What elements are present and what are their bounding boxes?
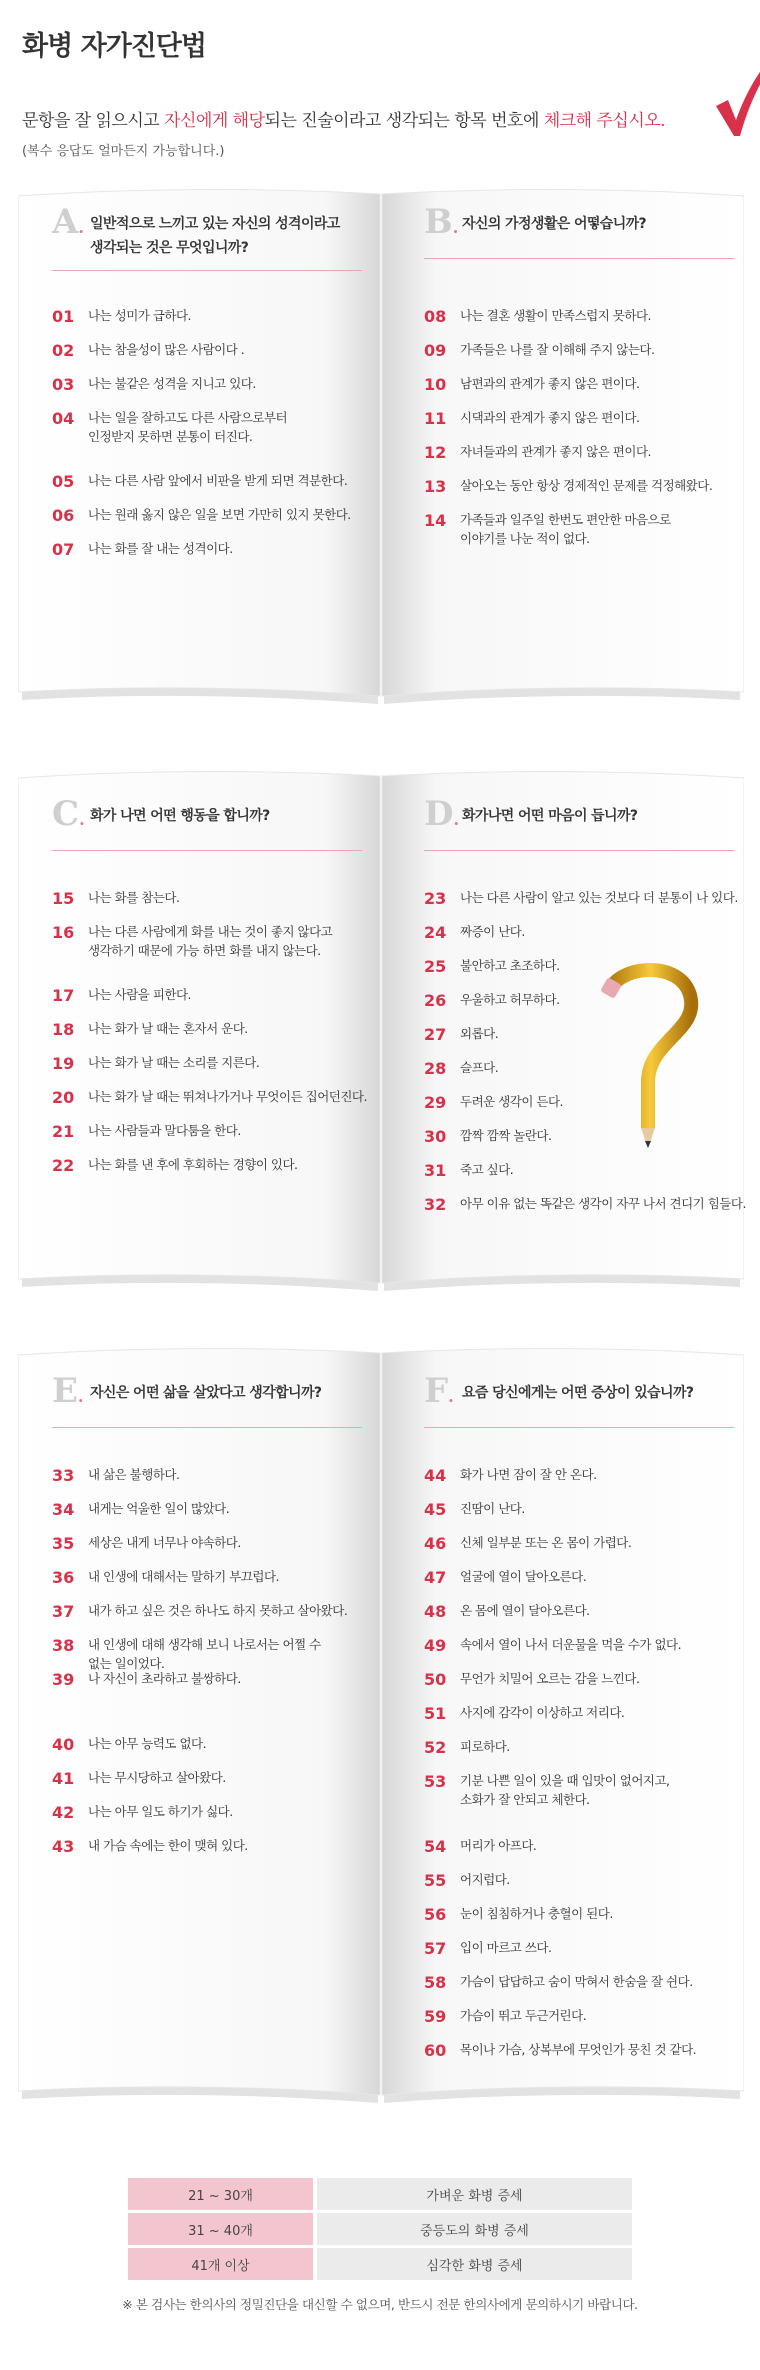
checklist-item[interactable] — [52, 1669, 241, 1690]
item-text — [88, 1053, 259, 1072]
item-number: 30 — [424, 1127, 447, 1146]
item-text — [460, 374, 639, 393]
item-text — [88, 1836, 248, 1855]
checklist-item[interactable] — [424, 1737, 510, 1758]
item-number: 52 — [424, 1738, 447, 1757]
page-title: 화병 자가진단법 — [22, 31, 206, 62]
item-number: 51 — [424, 1704, 447, 1723]
item-text-line: 불안하고 초조하다. — [460, 958, 560, 973]
item-text — [460, 476, 712, 495]
checklist-item[interactable] — [52, 1465, 179, 1486]
item-text-line: 내 가슴 속에는 한이 맺혀 있다. — [88, 1838, 248, 1853]
checklist-item[interactable] — [52, 471, 347, 492]
section-letter: E. — [52, 1371, 84, 1411]
item-number: 07 — [52, 540, 75, 559]
item-text — [460, 1092, 563, 1111]
checklist-item[interactable] — [52, 1567, 279, 1588]
item-text — [88, 408, 287, 446]
item-text-line: 가족들과 일주일 한번도 편안한 마음으로 — [460, 512, 671, 527]
item-number: 38 — [52, 1636, 75, 1655]
item-text — [460, 1836, 536, 1855]
item-number: 58 — [424, 1973, 447, 1992]
item-text — [88, 922, 332, 960]
section-question: 자신은 어떤 삶을 살았다고 생각합니까? — [90, 1385, 322, 1401]
checklist-item[interactable] — [424, 1703, 624, 1724]
item-number: 35 — [52, 1534, 75, 1553]
item-text — [460, 2040, 696, 2059]
item-number: 23 — [424, 889, 447, 908]
item-text — [88, 985, 191, 1004]
item-text — [460, 1737, 510, 1756]
item-text-line: 내가 하고 싶은 것은 하나도 하지 못하고 살아왔다. — [88, 1603, 348, 1618]
item-text-line: 머리가 아프다. — [460, 1838, 537, 1853]
item-text-line: 나는 화가 날 때는 소리를 지른다. — [88, 1055, 260, 1070]
item-text — [88, 1121, 241, 1140]
item-text-line: 나는 화를 낸 후에 후회하는 경향이 있다. — [88, 1157, 298, 1172]
section-letter-text: C — [52, 794, 80, 834]
item-text — [460, 1669, 639, 1688]
checklist-item[interactable] — [424, 956, 560, 977]
item-number: 20 — [52, 1088, 75, 1107]
checklist-item[interactable] — [52, 505, 351, 526]
legend-row — [128, 2248, 632, 2280]
item-text — [460, 306, 651, 325]
item-text-line: 나는 아무 능력도 없다. — [88, 1736, 207, 1751]
checklist-item[interactable] — [424, 2006, 586, 2027]
checklist-item[interactable] — [424, 1194, 746, 1215]
checklist-item[interactable] — [52, 1087, 367, 1108]
item-number: 39 — [52, 1670, 75, 1689]
item-number: 12 — [424, 443, 447, 462]
item-text-line: 나는 다른 사람에게 화를 내는 것이 좋지 않다고 — [88, 924, 333, 939]
item-text — [88, 1601, 347, 1620]
checklist-item[interactable] — [52, 539, 233, 560]
checklist-item[interactable] — [52, 1499, 229, 1520]
item-text — [88, 374, 256, 393]
item-number: 34 — [52, 1500, 75, 1519]
item-text — [88, 1734, 206, 1753]
item-number: 46 — [424, 1534, 447, 1553]
checklist-item[interactable] — [52, 1635, 321, 1673]
item-number: 17 — [52, 986, 75, 1005]
checkmark-icon — [712, 48, 760, 138]
item-number: 04 — [52, 409, 75, 428]
section-divider — [424, 850, 734, 851]
item-text-line: 나 자신이 초라하고 불쌍하다. — [88, 1671, 241, 1686]
item-text — [88, 1802, 233, 1821]
instruction-text — [22, 106, 665, 131]
checklist-item[interactable] — [424, 1601, 590, 1622]
checklist-item[interactable] — [52, 1121, 241, 1142]
item-text-line: 짜증이 난다. — [460, 924, 525, 939]
item-number: 60 — [424, 2041, 447, 2060]
item-number: 59 — [424, 2007, 447, 2026]
item-text — [460, 1904, 613, 1923]
section-letter-text: A — [52, 202, 79, 242]
question-mark-pencil-icon — [590, 960, 710, 1150]
item-text-line: 속에서 열이 나서 더운물을 먹을 수가 없다. — [460, 1637, 682, 1652]
checklist-item[interactable] — [52, 985, 191, 1006]
item-text-line: 시댁과의 관계가 좋지 않은 편이다. — [460, 410, 640, 425]
item-number: 31 — [424, 1161, 447, 1180]
checklist-item[interactable] — [52, 408, 287, 446]
item-text — [460, 408, 639, 427]
checklist-item[interactable] — [424, 922, 525, 943]
item-text — [88, 306, 191, 325]
item-text-line: 내 삶은 불행하다. — [88, 1467, 180, 1482]
item-text-line: 내 인생에 대해서는 말하기 부끄럽다. — [88, 1569, 279, 1584]
item-text — [460, 1024, 498, 1043]
checklist-item[interactable] — [52, 1019, 248, 1040]
section-divider — [52, 1427, 362, 1428]
item-text — [88, 539, 233, 558]
item-text — [88, 1567, 279, 1586]
item-text — [88, 1533, 241, 1552]
disclaimer: ※ 본 검사는 한의사의 정밀진단을 대신할 수 없으며, 반드시 전문 한의사에게 문의하시기 바랍니다. — [122, 2297, 638, 2312]
section-letter: A. — [52, 202, 84, 242]
checklist-item[interactable] — [424, 1938, 551, 1959]
legend-range: 31 ~ 40개 — [128, 2213, 313, 2245]
item-number: 48 — [424, 1602, 447, 1621]
section-divider — [424, 1427, 734, 1428]
legend-description: 심각한 화병 증세 — [317, 2248, 632, 2280]
item-number: 11 — [424, 409, 447, 428]
item-text-line: 나는 성미가 급하다. — [88, 308, 192, 323]
checklist-item[interactable] — [424, 476, 712, 497]
item-text-line: 죽고 싶다. — [460, 1162, 514, 1177]
item-text-line: 나는 화를 참는다. — [88, 890, 180, 905]
item-text — [88, 1768, 226, 1787]
section-question: 화가 나면 어떤 행동을 합니까? — [90, 808, 270, 824]
item-text — [460, 1465, 597, 1484]
legend-range: 41개 이상 — [128, 2248, 313, 2280]
item-text-line: 이야기를 나눈 적이 없다. — [460, 531, 590, 546]
item-text-line: 가슴이 뛰고 두근거린다. — [460, 2008, 587, 2023]
book-spread — [18, 1347, 744, 2107]
item-text — [460, 1567, 586, 1586]
item-number: 29 — [424, 1093, 447, 1112]
checklist-item[interactable] — [424, 1904, 613, 1925]
section-letter: F. — [424, 1371, 454, 1411]
item-text-line: 나는 참을성이 많은 사람이다 . — [88, 342, 245, 357]
checklist-item[interactable] — [424, 1972, 693, 1993]
section-letter-text: D — [424, 794, 454, 834]
item-number: 01 — [52, 307, 75, 326]
item-text-line: 우울하고 허무하다. — [460, 992, 560, 1007]
item-text-line: 살아오는 동안 항상 경제적인 문제를 걱정해왔다. — [460, 478, 713, 493]
checklist-item[interactable] — [424, 1058, 498, 1079]
checklist-item[interactable] — [424, 1669, 639, 1690]
item-number: 19 — [52, 1054, 75, 1073]
item-number: 36 — [52, 1568, 75, 1587]
item-number: 33 — [52, 1466, 75, 1485]
item-text-line: 나는 사람을 피한다. — [88, 987, 192, 1002]
checklist-item[interactable] — [424, 510, 671, 548]
section-divider — [52, 850, 362, 851]
item-text-line: 입이 마르고 쓰다. — [460, 1940, 552, 1955]
item-text-line: 슬프다. — [460, 1060, 499, 1075]
item-number: 10 — [424, 375, 447, 394]
checklist-item[interactable] — [52, 1768, 226, 1789]
item-text-line: 기분 나쁜 일이 있을 때 입맛이 없어지고, — [460, 1773, 670, 1788]
item-number: 50 — [424, 1670, 447, 1689]
checklist-item[interactable] — [52, 1533, 241, 1554]
item-number: 28 — [424, 1059, 447, 1078]
item-text-line: 나는 화를 잘 내는 성격이다. — [88, 541, 233, 556]
item-number: 09 — [424, 341, 447, 360]
section-question: 자신의 가정생활은 어떻습니까? — [462, 216, 647, 232]
checklist-item[interactable] — [52, 888, 179, 909]
checklist-item[interactable] — [424, 1126, 551, 1147]
item-text — [88, 1087, 367, 1106]
item-text-line: 나는 사람들과 말다툼을 한다. — [88, 1123, 241, 1138]
instruction-part-3: 되는 진술이라고 생각되는 항목 번호에 — [264, 111, 544, 131]
item-number: 54 — [424, 1837, 447, 1856]
item-number: 26 — [424, 991, 447, 1010]
item-text-line: 나는 불같은 성격을 지니고 있다. — [88, 376, 256, 391]
item-number: 44 — [424, 1466, 447, 1485]
item-number: 03 — [52, 375, 75, 394]
item-text-line: 나는 결혼 생활이 만족스럽지 못하다. — [460, 308, 651, 323]
checklist-item[interactable] — [424, 1771, 670, 1809]
item-text — [460, 510, 671, 548]
item-text-line: 가슴이 답답하고 숨이 막혀서 한숨을 잘 쉰다. — [460, 1974, 693, 1989]
item-text-line: 자녀들과의 관계가 좋지 않은 편이다. — [460, 444, 651, 459]
item-text — [460, 1771, 670, 1809]
instruction-note: (복수 응답도 얼마든지 가능합니다.) — [22, 144, 225, 159]
item-text-line: 아무 이유 없는 똑같은 생각이 자꾸 나서 견디기 힘들다. — [460, 1196, 746, 1211]
checklist-item[interactable] — [424, 1499, 525, 1520]
item-text-line: 나는 아무 일도 하기가 싫다. — [88, 1804, 233, 1819]
section-question: 일반적으로 느끼고 있는 자신의 성격이라고 — [90, 216, 340, 232]
section-question: 요즘 당신에게는 어떤 증상이 있습니까? — [462, 1385, 694, 1401]
item-text — [460, 1533, 631, 1552]
item-text — [88, 1499, 229, 1518]
item-text-line: 목이나 가슴, 상복부에 무엇인가 뭉친 것 같다. — [460, 2042, 697, 2057]
item-text-line: 가족들은 나를 잘 이해해 주지 않는다. — [460, 342, 655, 357]
item-number: 06 — [52, 506, 75, 525]
item-text-line: 나는 일을 잘하고도 다른 사람으로부터 — [88, 410, 288, 425]
section-divider — [52, 270, 362, 271]
section-letter: C. — [52, 794, 85, 834]
checklist-item[interactable] — [424, 1533, 631, 1554]
checklist-item[interactable] — [52, 1053, 259, 1074]
item-text-line: 나는 다른 사람이 알고 있는 것보다 더 분통이 나 있다. — [460, 890, 738, 905]
item-text-line: 인정받지 못하면 분통이 터진다. — [88, 429, 253, 444]
item-text — [460, 1160, 513, 1179]
checklist-item[interactable] — [52, 1734, 206, 1755]
item-text — [460, 1499, 525, 1518]
item-text — [460, 1938, 551, 1957]
item-text-line: 없는 일이었다. — [88, 1656, 165, 1671]
item-number: 37 — [52, 1602, 75, 1621]
item-text — [88, 1635, 321, 1673]
checklist-item[interactable] — [52, 306, 191, 327]
item-number: 45 — [424, 1500, 447, 1519]
checklist-item[interactable] — [424, 408, 639, 429]
item-text-line: 나는 원래 옳지 않은 일을 보면 가만히 있지 못한다. — [88, 507, 351, 522]
item-number: 02 — [52, 341, 75, 360]
item-text — [460, 1601, 590, 1620]
item-number: 22 — [52, 1156, 75, 1175]
item-text — [460, 956, 560, 975]
item-text — [460, 888, 738, 907]
checklist-item[interactable] — [424, 306, 651, 327]
legend-row — [128, 2213, 632, 2245]
item-number: 41 — [52, 1769, 75, 1788]
checklist-item[interactable] — [424, 990, 560, 1011]
item-number: 16 — [52, 923, 75, 942]
item-text — [88, 505, 351, 524]
item-text-line: 신체 일부분 또는 온 몸이 가렵다. — [460, 1535, 632, 1550]
item-number: 49 — [424, 1636, 447, 1655]
item-text — [460, 1058, 498, 1077]
checklist-item[interactable] — [424, 1160, 513, 1181]
item-text — [88, 340, 244, 359]
item-text-line: 남편과의 관계가 좋지 않은 편이다. — [460, 376, 640, 391]
checklist-item[interactable] — [424, 1465, 597, 1486]
item-text — [88, 471, 347, 490]
item-text-line: 나는 화가 날 때는 혼자서 운다. — [88, 1021, 248, 1036]
instruction-highlight-2: 체크해 주십시오. — [543, 111, 666, 131]
item-text — [460, 1635, 681, 1654]
checklist-item[interactable] — [424, 1024, 498, 1045]
item-text — [460, 2006, 586, 2025]
item-number: 14 — [424, 511, 447, 530]
item-number: 15 — [52, 889, 75, 908]
item-text-line: 내 인생에 대해 생각해 보니 나로서는 어쩔 수 — [88, 1637, 321, 1652]
checklist-item[interactable] — [424, 2040, 696, 2061]
item-number: 13 — [424, 477, 447, 496]
section-letter: D. — [424, 794, 460, 834]
item-text — [88, 1669, 241, 1688]
item-text — [460, 1972, 693, 1991]
item-text — [460, 1194, 746, 1213]
item-number: 18 — [52, 1020, 75, 1039]
item-text-line: 화가 나면 잠이 잘 안 온다. — [460, 1467, 597, 1482]
item-text-line: 나는 무시당하고 살아왔다. — [88, 1770, 226, 1785]
section-question: 화가나면 어떤 마음이 듭니까? — [462, 808, 638, 824]
item-text-line: 온 몸에 열이 달아오른다. — [460, 1603, 590, 1618]
checklist-item[interactable] — [424, 442, 651, 463]
checklist-item[interactable] — [424, 374, 639, 395]
item-text — [88, 1465, 179, 1484]
item-number: 42 — [52, 1803, 75, 1822]
item-text-line: 사지에 감각이 이상하고 저리다. — [460, 1705, 625, 1720]
item-number: 57 — [424, 1939, 447, 1958]
item-number: 08 — [424, 307, 447, 326]
item-number: 55 — [424, 1871, 447, 1890]
checklist-item[interactable] — [52, 1802, 233, 1823]
item-text-line: 어지럽다. — [460, 1872, 510, 1887]
checklist-item[interactable] — [424, 1567, 586, 1588]
section-divider — [424, 258, 734, 259]
item-text — [460, 1126, 551, 1145]
header — [22, 14, 752, 164]
item-text-line: 나는 화가 날 때는 뛰쳐나가거나 무엇이든 집어던진다. — [88, 1089, 367, 1104]
checklist-item[interactable] — [52, 1836, 248, 1857]
item-text-line: 눈이 침침하거나 충혈이 된다. — [460, 1906, 613, 1921]
instruction-highlight-1: 자신에게 해당 — [164, 111, 265, 131]
item-number: 25 — [424, 957, 447, 976]
checklist-item[interactable] — [52, 340, 244, 361]
item-text-line: 진땀이 난다. — [460, 1501, 525, 1516]
section-letter-text: F — [424, 1371, 449, 1411]
checklist-item[interactable] — [424, 1870, 510, 1891]
item-number: 40 — [52, 1735, 75, 1754]
item-text-line: 소화가 잘 안되고 체한다. — [460, 1792, 590, 1807]
section-letter-text: E — [52, 1371, 78, 1411]
item-number: 05 — [52, 472, 75, 491]
legend-description: 중등도의 화병 증세 — [317, 2213, 632, 2245]
item-number: 43 — [52, 1837, 75, 1856]
item-text-line: 두려운 생각이 든다. — [460, 1094, 564, 1109]
item-text — [460, 922, 525, 941]
item-number: 21 — [52, 1122, 75, 1141]
section-letter-text: B — [424, 202, 453, 242]
item-text — [460, 340, 654, 359]
checklist-item[interactable] — [52, 922, 332, 960]
item-text-line: 무언가 치밀어 오르는 감을 느낀다. — [460, 1671, 640, 1686]
checklist-item[interactable] — [52, 374, 256, 395]
checklist-item[interactable] — [424, 1092, 563, 1113]
item-text — [88, 1019, 248, 1038]
checklist-item[interactable] — [424, 340, 654, 361]
item-text-line: 나는 다른 사람 앞에서 비판을 받게 되면 격분한다. — [88, 473, 348, 488]
item-text-line: 생각하기 때문에 가능 하면 화를 내지 않는다. — [88, 943, 321, 958]
checklist-item[interactable] — [424, 1635, 681, 1656]
item-number: 27 — [424, 1025, 447, 1044]
book-spread — [18, 188, 744, 708]
item-number: 53 — [424, 1772, 447, 1791]
checklist-item[interactable] — [424, 888, 738, 909]
item-text — [460, 442, 651, 461]
item-number: 24 — [424, 923, 447, 942]
item-text-line: 세상은 내게 너무나 야속하다. — [88, 1535, 241, 1550]
item-text — [460, 1703, 624, 1722]
item-text-line: 깜짝 깜짝 놀란다. — [460, 1128, 552, 1143]
item-text-line: 외롭다. — [460, 1026, 499, 1041]
item-text-line: 피로하다. — [460, 1739, 510, 1754]
instruction-part-1: 문항을 잘 읽으시고 — [22, 111, 165, 131]
item-text-line: 얼굴에 열이 달아오른다. — [460, 1569, 587, 1584]
section-question: 생각되는 것은 무엇입니까? — [90, 240, 249, 256]
item-text — [88, 1155, 298, 1174]
legend-row — [128, 2178, 632, 2210]
item-text — [460, 990, 560, 1009]
item-number: 32 — [424, 1195, 447, 1214]
item-text — [460, 1870, 510, 1889]
item-number: 56 — [424, 1905, 447, 1924]
score-legend — [128, 2178, 632, 2283]
item-number: 47 — [424, 1568, 447, 1587]
legend-description: 가벼운 화병 증세 — [317, 2178, 632, 2210]
checklist-item[interactable] — [424, 1836, 536, 1857]
item-text-line: 내게는 억울한 일이 많았다. — [88, 1501, 230, 1516]
item-text — [88, 888, 179, 907]
section-letter: B. — [424, 202, 459, 242]
legend-range: 21 ~ 30개 — [128, 2178, 313, 2210]
checklist-item[interactable] — [52, 1155, 298, 1176]
open-book-illustration — [18, 1347, 744, 2107]
checklist-item[interactable] — [52, 1601, 347, 1622]
